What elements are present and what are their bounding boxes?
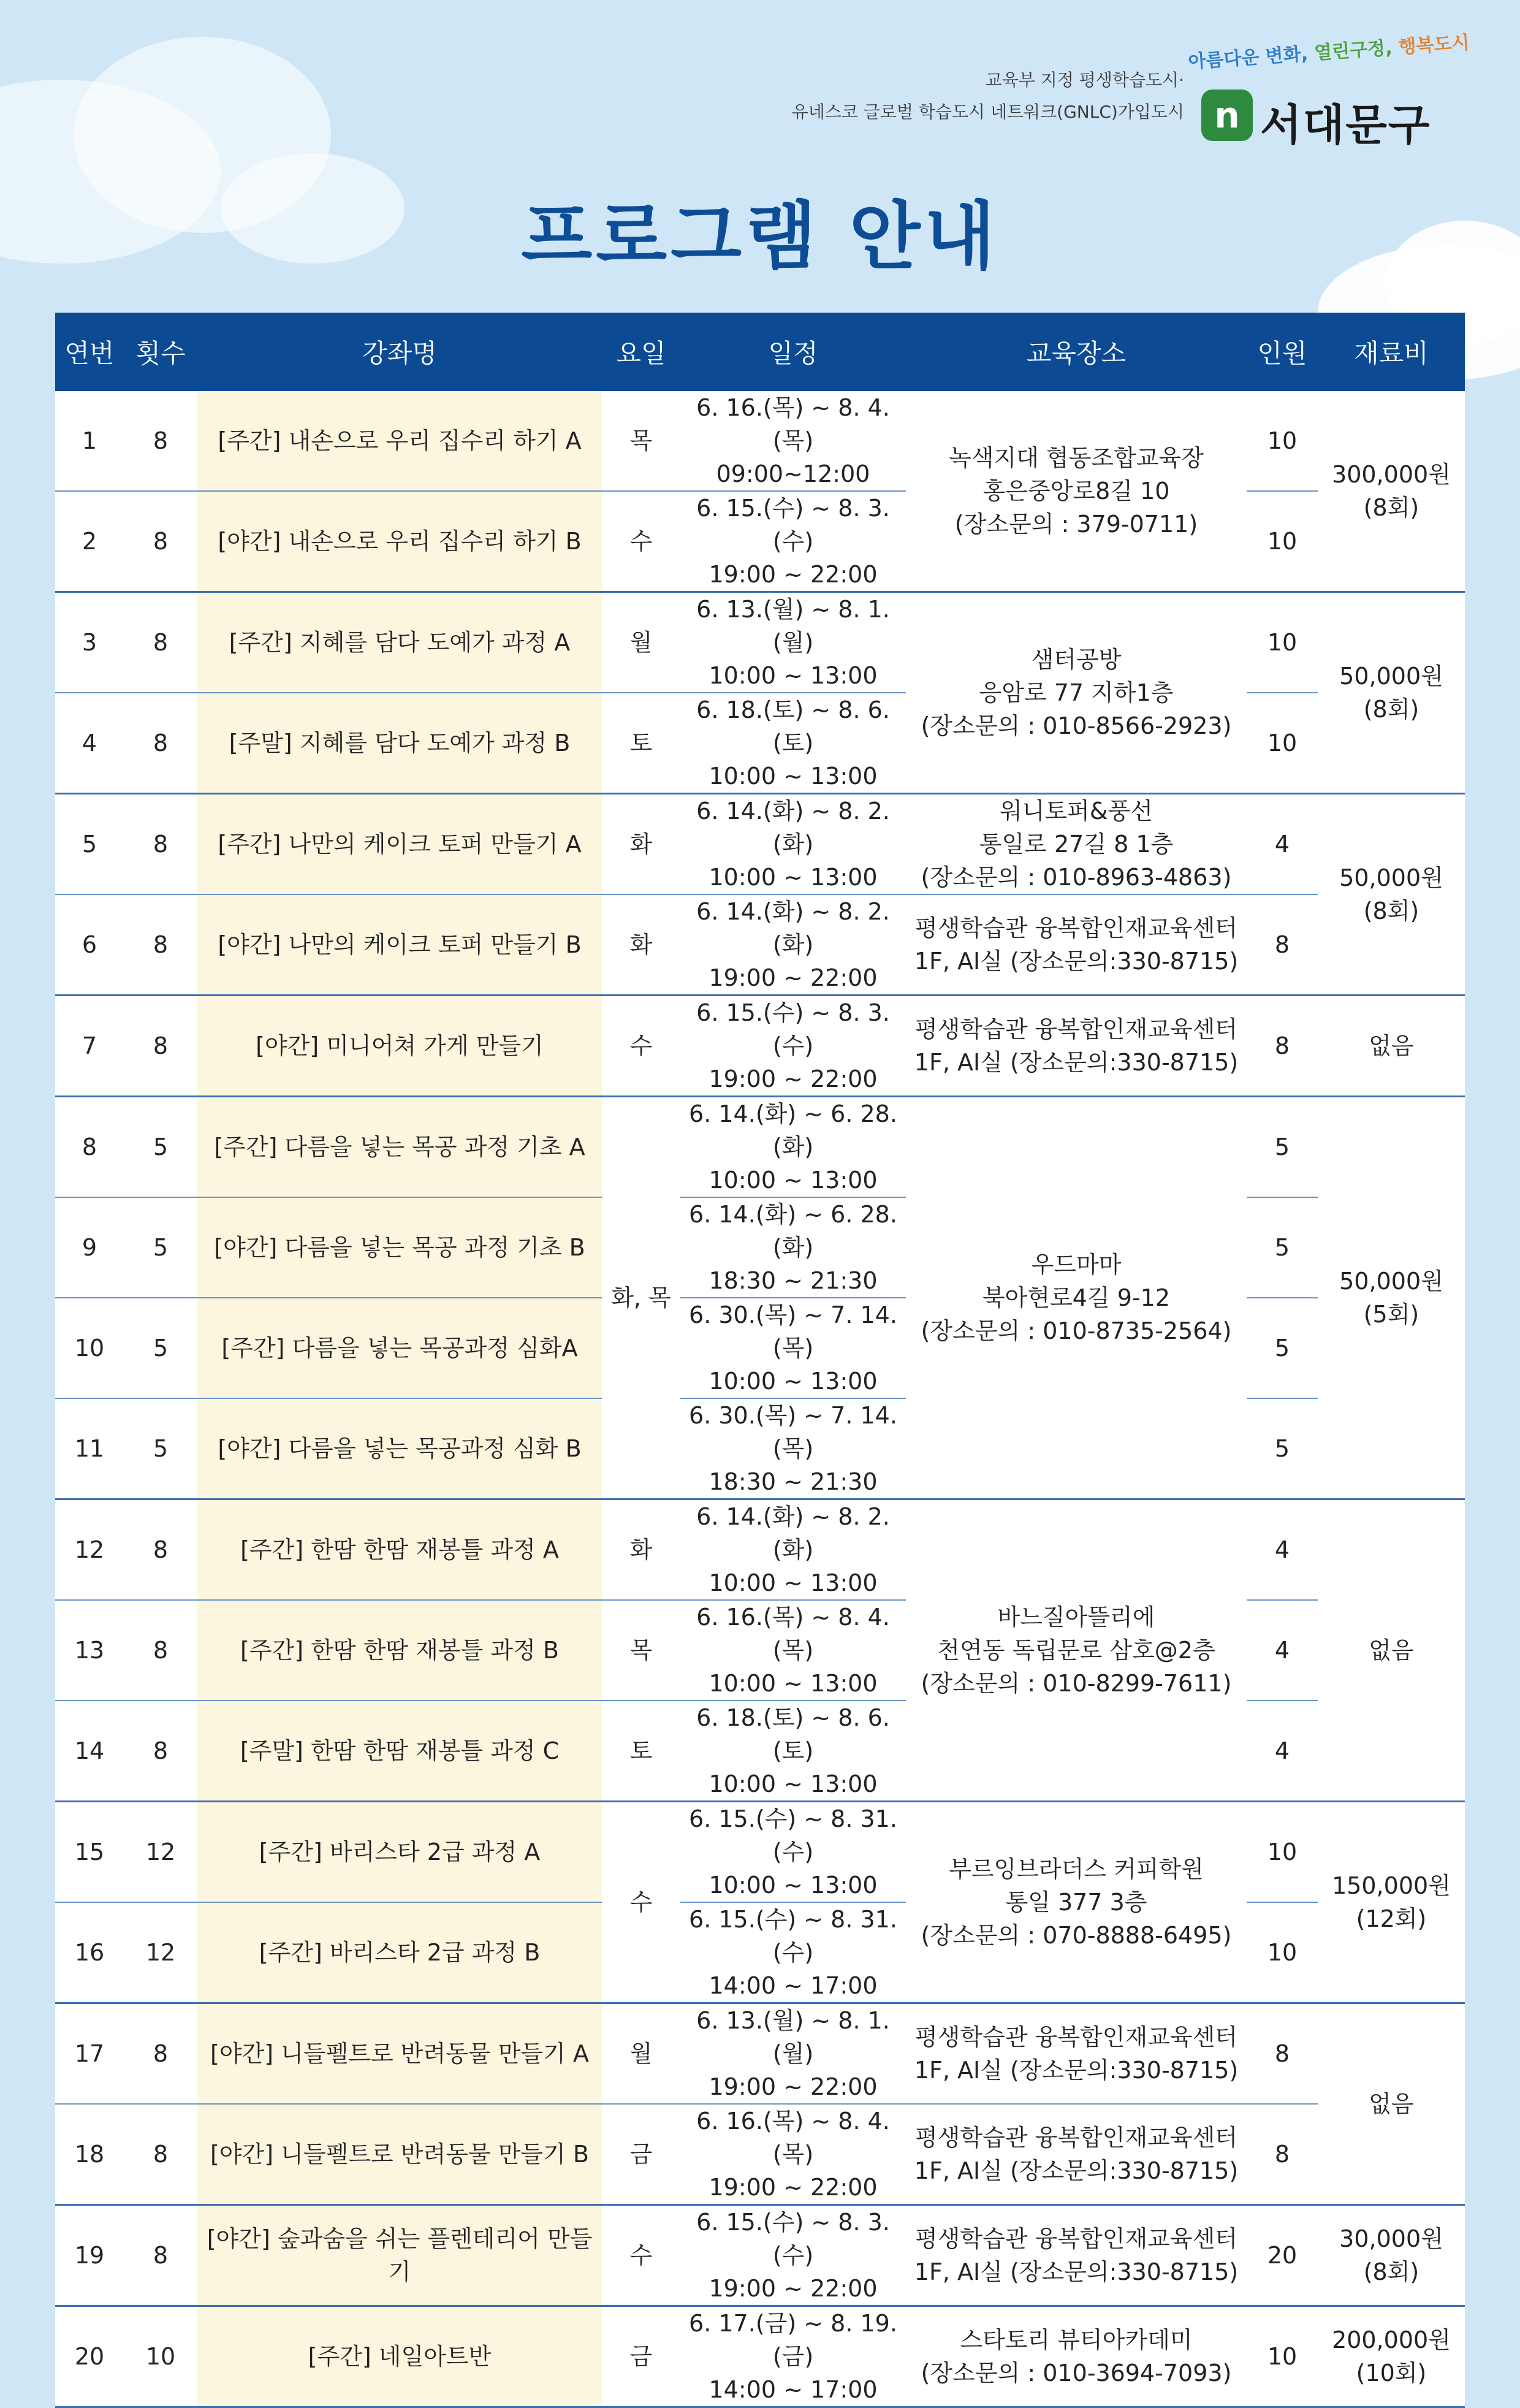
schedule: 6. 14.(화) ~ 6. 28.(화) 18:30 ~ 21:30 [680,1197,906,1298]
weekday: 금 [602,2306,680,2407]
page-title: 프로그램 안내 [521,194,999,280]
session-count: 5 [124,1197,197,1298]
capacity: 5 [1247,1398,1318,1499]
capacity: 10 [1247,693,1318,794]
row-number: 12 [55,1499,124,1601]
schedule: 6. 15.(수) ~ 8. 31.(수) 10:00 ~ 13:00 [680,1802,906,1903]
schedule: 6. 13.(월) ~ 8. 1.(월) 10:00 ~ 13:00 [680,592,906,693]
table-row [55,1802,1465,1903]
location: 우드마마 북아현로4길 9-12 (장소문의 : 010-8735-2564) [906,1097,1247,1499]
weekday: 목 [602,1600,680,1701]
location: 부르잉브라더스 커피학원 통일 377 3층 (장소문의 : 070-8888-6495) [906,1802,1247,2003]
course-name: [야간] 내손으로 우리 집수리 하기 B [197,491,602,592]
table-header-row [55,313,1465,391]
row-number: 1 [82,427,97,454]
row-number: 9 [55,1197,124,1298]
table-row [55,1097,1465,1198]
row-number: 11 [55,1398,124,1499]
weekday: 목 [629,427,653,454]
row-number: 18 [55,2104,124,2205]
session-count: 8 [124,592,197,693]
location: 평생학습관 융복합인재교육센터 1F, AI실 (장소문의:330-8715) [906,2003,1247,2105]
weekday: 수 [602,996,680,1097]
program-table [55,313,1465,2408]
capacity: 10 [1247,2306,1318,2407]
capacity: 20 [1247,2205,1318,2306]
schedule: 6. 14.(화) ~ 8. 2.(화) 19:00 ~ 22:00 [680,894,906,996]
slogan-part1: 아름다운 변화, [1187,43,1309,74]
session-count: 5 [124,1097,197,1198]
table-row [55,1902,1465,2003]
table-row [55,996,1465,1097]
row-number: 20 [55,2306,124,2407]
course-name: [주간] 지혜를 담다 도예가 과정 A [197,592,602,693]
row-number: 7 [55,996,124,1097]
session-count: 12 [124,1902,197,2003]
capacity: 4 [1247,794,1318,895]
fee-column-header: 재료비 [1318,313,1465,391]
session-count: 8 [124,2003,197,2105]
course-name: [야간] 다름을 넣는 목공 과정 기초 B [197,1197,602,1298]
course-name: [주간] 다름을 넣는 목공과정 심화A [197,1298,602,1398]
table-row [55,2104,1465,2205]
weekday: 금 [602,2104,680,2205]
weekday: 화 [602,794,680,895]
material-fee: 50,000원 (5회) [1318,1097,1465,1499]
material-fee: 150,000원 (12회) [1318,1802,1465,2003]
weekday: 토 [602,693,680,794]
location-column-header: 교육장소 [906,313,1247,391]
capacity: 8 [1247,2104,1318,2205]
capacity-column-header: 인원 [1247,313,1318,391]
table-row [55,1197,1465,1298]
table-row [55,1398,1465,1499]
course-name: [야간] 니들펠트로 반려동물 만들기 A [197,2003,602,2105]
day-column-header: 요일 [602,313,680,391]
location: 평생학습관 융복합인재교육센터 1F, AI실 (장소문의:330-8715) [906,996,1247,1097]
schedule: 6. 15.(수) ~ 8. 31.(수) 14:00 ~ 17:00 [680,1902,906,2003]
course-name: [야간] 나만의 케이크 토퍼 만들기 B [197,894,602,996]
table-row [55,693,1465,794]
capacity: 8 [1247,894,1318,996]
row-number: 3 [55,592,124,693]
capacity: 8 [1247,2003,1318,2105]
course-name: [주간] 네일아트반 [197,2306,602,2407]
weekday: 월 [602,592,680,693]
course-name: [주간] 내손으로 우리 집수리 하기 A [197,391,602,491]
weekday: 수 [602,1802,680,2003]
row-number: 4 [55,693,124,794]
capacity: 5 [1247,1097,1318,1198]
session-count: 10 [124,2306,197,2407]
session-count: 8 [124,1701,197,1802]
location: 스타토리 뷰티아카데미 (장소문의 : 010-3694-7093) [906,2306,1247,2407]
session-count: 5 [124,1298,197,1398]
row-number: 15 [55,1802,124,1903]
schedule: 6. 13.(월) ~ 8. 1.(월) 19:00 ~ 22:00 [680,2003,906,2105]
table-row [55,1499,1465,1601]
table-row [55,894,1465,996]
course-name: [주간] 한땀 한땀 재봉틀 과정 B [197,1600,602,1701]
session-count: 8 [124,1499,197,1601]
material-fee: 없음 [1318,2003,1465,2205]
table-row [55,794,1465,895]
course-name: [주간] 한땀 한땀 재봉틀 과정 A [197,1499,602,1601]
row-number: 16 [55,1902,124,2003]
slogan-part3: 행복도시 [1397,32,1470,59]
table-row [55,1701,1465,1802]
session-count: 8 [124,996,197,1097]
capacity: 4 [1247,1701,1318,1802]
session-count: 8 [124,794,197,895]
schedule: 6. 15.(수) ~ 8. 3.(수) 19:00 ~ 22:00 [680,996,906,1097]
table-row [55,391,1465,491]
capacity: 10 [1247,592,1318,693]
table-row [55,2205,1465,2306]
course-name: [야간] 숲과숨을 쉬는 플렌테리어 만들기 [197,2205,602,2306]
capacity: 10 [1247,1802,1318,1903]
row-number: 17 [55,2003,124,2105]
schedule: 6. 16.(목) ~ 8. 4.(목) 10:00 ~ 13:00 [680,1600,906,1701]
course-name: [야간] 다름을 넣는 목공과정 심화 B [197,1398,602,1499]
capacity: 5 [1247,1197,1318,1298]
header-note [792,64,1184,128]
table-row [55,1600,1465,1701]
course-name: [주간] 다름을 넣는 목공 과정 기초 A [197,1097,602,1198]
slogan [1187,27,1470,74]
capacity: 10 [1267,427,1298,454]
session-count: 8 [124,2104,197,2205]
course-name: [야간] 니들펠트로 반려동물 만들기 B [197,2104,602,2205]
location: 평생학습관 융복합인재교육센터 1F, AI실 (장소문의:330-8715) [906,2104,1247,2205]
session-count: 5 [124,1398,197,1499]
schedule: 6. 18.(토) ~ 8. 6.(토) 10:00 ~ 13:00 [680,693,906,794]
schedule-column-header: 일정 [680,313,906,391]
slogan-part2: 열린구정, [1313,37,1393,64]
row-number: 14 [55,1701,124,1802]
course-name: [주말] 지혜를 담다 도예가 과정 B [197,693,602,794]
weekday: 토 [602,1701,680,1802]
table-row [55,2003,1465,2105]
session-count: 8 [124,1600,197,1701]
weekday: 월 [602,2003,680,2105]
session-count: 8 [124,491,197,592]
material-fee: 50,000원 (8회) [1318,794,1465,996]
course-name: [주간] 나만의 케이크 토퍼 만들기 A [197,794,602,895]
schedule: 6. 30.(목) ~ 7. 14.(목) 18:30 ~ 21:30 [680,1398,906,1499]
no-column-header: 연번 [55,313,124,391]
course-name: [주간] 바리스타 2급 과정 B [197,1902,602,2003]
header-note-line1: 교육부 지정 평생학습도시· [985,70,1184,90]
capacity: 4 [1247,1600,1318,1701]
schedule: 6. 16.(목) ~ 8. 4.(목) 19:00 ~ 22:00 [680,2104,906,2205]
course-name: [야간] 미니어쳐 가게 만들기 [197,996,602,1097]
capacity: 4 [1247,1499,1318,1601]
location: 평생학습관 융복합인재교육센터 1F, AI실 (장소문의:330-8715) [906,2205,1247,2306]
location: 샘터공방 응암로 77 지하1층 (장소문의 : 010-8566-2923) [906,592,1247,794]
course-name: [주간] 바리스타 2급 과정 A [197,1802,602,1903]
location: 평생학습관 융복합인재교육센터 1F, AI실 (장소문의:330-8715) [906,894,1247,996]
district-name: 서대문구 [1260,100,1431,150]
schedule: 6. 14.(화) ~ 8. 2.(화) 10:00 ~ 13:00 [680,794,906,895]
material-fee: 50,000원 (8회) [1318,592,1465,794]
schedule: 6. 14.(화) ~ 6. 28.(화) 10:00 ~ 13:00 [680,1097,906,1198]
material-fee: 30,000원 (8회) [1318,2205,1465,2306]
row-number: 8 [55,1097,124,1198]
weekday: 화 [602,1499,680,1601]
material-fee: 300,000원 (8회) [1332,461,1451,521]
header-note-line2: 유네스코 글로벌 학습도시 네트워크(GNLC)가입도시 [791,102,1184,122]
capacity: 5 [1247,1298,1318,1398]
gate-logo-icon: n [1201,90,1253,141]
material-fee: 없음 [1318,1499,1465,1802]
session-count: 8 [124,693,197,794]
schedule: 6. 18.(토) ~ 8. 6.(토) 10:00 ~ 13:00 [680,1701,906,1802]
schedule: 6. 15.(수) ~ 8. 3.(수) 19:00 ~ 22:00 [680,491,906,592]
row-number: 13 [55,1600,124,1701]
capacity: 10 [1247,491,1318,592]
weekday: 화 [602,894,680,996]
capacity: 10 [1247,1902,1318,2003]
weekday: 수 [602,491,680,592]
weekday: 수 [602,2205,680,2306]
capacity: 8 [1247,996,1318,1097]
schedule: 6. 17.(금) ~ 8. 19.(금) 14:00 ~ 17:00 [680,2306,906,2407]
material-fee: 200,000원 (10회) [1318,2306,1465,2407]
row-number: 2 [55,491,124,592]
table-row [55,592,1465,693]
location: 녹색지대 협동조합교육장 홍은중앙로8길 10 (장소문의 : 379-0711) [949,444,1204,538]
location: 워니토퍼&풍선 통일로 27길 8 1층 (장소문의 : 010-8963-4863) [906,794,1247,895]
session-count: 8 [124,2205,197,2306]
table-row [55,2306,1465,2407]
table-row [55,1298,1465,1398]
schedule: 6. 14.(화) ~ 8. 2.(화) 10:00 ~ 13:00 [680,1499,906,1601]
row-number: 10 [55,1298,124,1398]
session-count: 8 [153,427,169,454]
schedule: 6. 15.(수) ~ 8. 3.(수) 19:00 ~ 22:00 [680,2205,906,2306]
row-number: 6 [55,894,124,996]
weekday: 화, 목 [602,1097,680,1499]
course-name: [주말] 한땀 한땀 재봉틀 과정 C [197,1701,602,1802]
row-number: 5 [55,794,124,895]
row-number: 19 [55,2205,124,2306]
count-column-header: 횟수 [124,313,197,391]
session-count: 8 [124,894,197,996]
location: 바느질아뜰리에 천연동 독립문로 삼호@2층 (장소문의 : 010-8299-7611) [906,1499,1247,1802]
seodaemun-logo [1187,32,1470,150]
session-count: 12 [124,1802,197,1903]
schedule: 6. 16.(목) ~ 8. 4.(목) 09:00~12:00 [696,394,890,487]
table-row [55,491,1465,592]
course-name-column-header: 강좌명 [197,313,602,391]
schedule: 6. 30.(목) ~ 7. 14.(목) 10:00 ~ 13:00 [680,1298,906,1398]
material-fee: 없음 [1318,996,1465,1097]
